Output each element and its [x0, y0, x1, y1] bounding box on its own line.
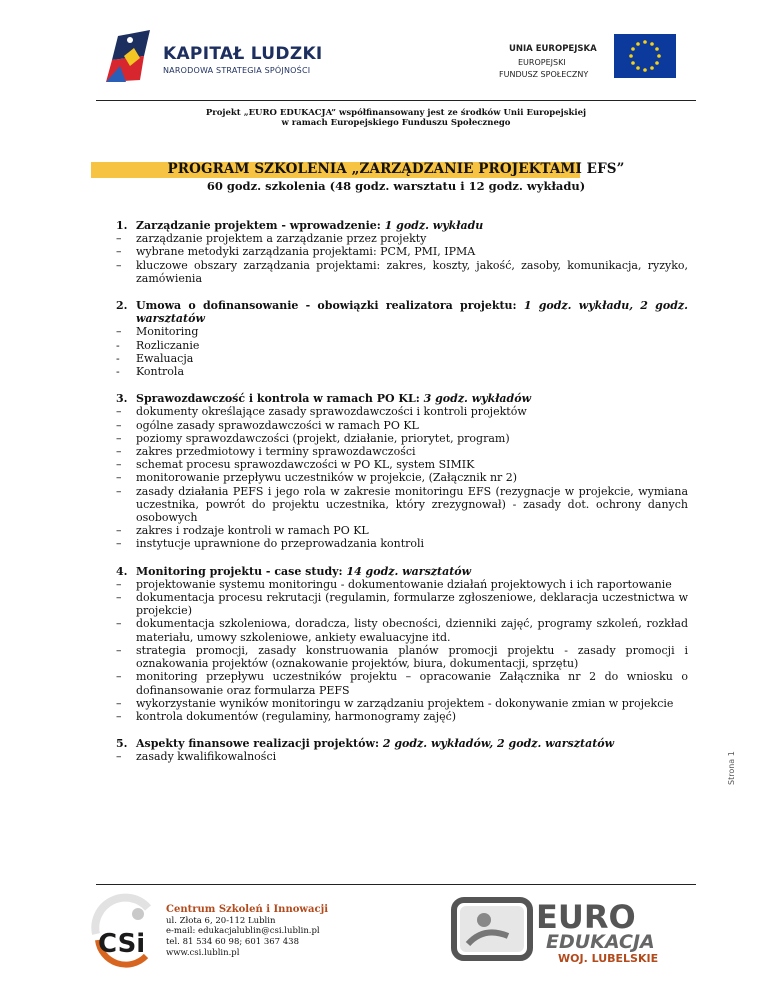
- list-item: – monitoring przepływu uczestników projektu – opracowanie Załącznika nr 2 do wniosku o dofinansowanie oraz formularza PEFS: [116, 670, 688, 697]
- csi-www: www.csi.lublin.pl: [166, 948, 240, 958]
- project-line-1: Projekt „EURO EDUKACJA” współfinansowany jest ze środków Unii Europejskiej: [205, 108, 587, 118]
- svg-text:CSi: CSi: [98, 929, 146, 959]
- section-hours: 3 godz. wykładów: [423, 392, 532, 406]
- section-title: Umowa o dofinansowanie - obowiązki realizatora projektu:: [136, 299, 524, 313]
- csi-address: ul. Złota 6, 20-112 Lublin: [166, 916, 276, 926]
- eu-line-2: EUROPEJSKI: [518, 58, 566, 67]
- project-line-2: w ramach Europejskiego Funduszu Społecznego: [281, 118, 511, 128]
- list-item: – instytucje uprawnione do przeprowadzania kontroli: [116, 537, 425, 551]
- section-heading: [116, 737, 688, 750]
- list-item: – monitorowanie przepływu uczestników w projekcie, (Załącznik nr 2): [116, 471, 518, 485]
- list-item: – strategia promocji, zasady konstruowania planów promocji projektu - zasady promocji i oznakowania projektów (oznakowanie projektów, biura, dokumentacji, sprzętu): [116, 643, 688, 671]
- list-item: - Rozliczanie: [116, 338, 200, 352]
- eu-line-3: FUNDUSZ SPOŁECZNY: [499, 70, 589, 79]
- header-rule: [96, 100, 696, 101]
- section-hours: 1 godz. wykładu: [384, 219, 484, 232]
- list-item: – zakres i rodzaje kontroli w ramach PO KL: [116, 524, 369, 538]
- csi-email: e-mail: edukacjalublin@csi.lublin.pl: [166, 926, 320, 936]
- svg-text:EDUKACJA: EDUKACJA: [546, 931, 655, 953]
- section-4: [116, 565, 688, 723]
- section-number: 3.: [116, 392, 128, 406]
- svg-text:EURO: EURO: [536, 898, 636, 936]
- list-item: – projektowanie systemu monitoringu - dokumentowanie działań projektowych i ich raportowanie: [116, 577, 672, 591]
- list-item: – zasady kwalifikowalności: [116, 750, 277, 764]
- section-title: Monitoring projektu - case study:: [136, 564, 347, 578]
- section-number: 2.: [116, 299, 128, 313]
- list-item: – schemat procesu sprawozdawczości w PO KL, system SIMIK: [116, 458, 475, 472]
- section-heading: [116, 392, 688, 405]
- footer-rule: [96, 884, 696, 885]
- list-item: – Monitoring: [116, 325, 199, 339]
- euro-edukacja-logo: [450, 896, 680, 968]
- eu-flag-icon: [614, 34, 676, 78]
- list-item: – poziomy sprawozdawczości (projekt, działanie, priorytet, program): [116, 431, 510, 445]
- csi-phone: tel. 81 534 60 98; 601 367 438: [166, 937, 299, 947]
- list-item: – dokumentacja szkoleniowa, doradcza, listy obecności, dzienniki zajęć, programy szkoleń, rozkład materiału, umowy szkoleniowe, ankiety ewaluacyjne itd.: [116, 617, 688, 644]
- section-5: [116, 737, 688, 763]
- kapital-ludzki-title: KAPITAŁ LUDZKI: [163, 44, 323, 64]
- list-item: – zasady działania PEFS i jego rola w zakresie monitoringu EFS (rezygnacje w projekcie, wymiana uczestnika, powrót do projektu uczestnika, który zrezygnował) - zasady dot. ochrony danych osobowych: [116, 484, 688, 525]
- list-item: – wykorzystanie wyników monitoringu w zarządzaniu projektem - dokonywanie zmian w projekcie: [116, 696, 674, 710]
- section-heading: [116, 299, 688, 325]
- section-heading: [116, 219, 688, 232]
- list-item: – ogólne zasady sprawozdawczości w ramach PO KL: [116, 418, 419, 432]
- section-hours: 2 godz. wykładów, 2 godz. warsztatów: [382, 737, 615, 751]
- list-item: – dokumenty określające zasady sprawozdawczości i kontroli projektów: [116, 405, 527, 419]
- section-title: Sprawozdawczość i kontrola w ramach PO KL:: [136, 392, 424, 406]
- eu-line-1: UNIA EUROPEJSKA: [509, 44, 597, 54]
- kapital-ludzki-subtitle: NARODOWA STRATEGIA SPÓJNOŚCI: [163, 66, 311, 75]
- section-hours: 1 godz. wykładu, 2 godz. warsztatów: [136, 299, 688, 326]
- svg-text:WOJ. LUBELSKIE: WOJ. LUBELSKIE: [558, 952, 659, 965]
- list-item: – zarządzanie projektem a zarządzanie przez projekty: [116, 232, 427, 246]
- section-number: 5.: [116, 737, 128, 751]
- csi-logo: [90, 890, 162, 970]
- csi-name: Centrum Szkoleń i Innowacji: [166, 904, 328, 915]
- list-item: – wybrane metodyki zarządzania projektami: PCM, PMI, IPMA: [116, 245, 476, 259]
- section-1: [116, 219, 688, 285]
- list-item: – kluczowe obszary zarządzania projektami: zakres, koszty, jakość, zasoby, komunikacja, ryzyko, zamówienia: [116, 258, 688, 285]
- section-heading: [116, 565, 688, 578]
- section-number: 4.: [116, 564, 128, 578]
- section-number: 1.: [116, 219, 128, 232]
- list-item: - Ewaluacja: [116, 351, 194, 365]
- section-title: Zarządzanie projektem - wprowadzenie:: [136, 219, 385, 232]
- program-sections: [116, 219, 688, 778]
- page-number: Strona 1: [727, 751, 736, 785]
- section-2: [116, 299, 688, 378]
- list-item: – kontrola dokumentów (regulaminy, harmonogramy zajęć): [116, 709, 457, 723]
- document-title: PROGRAM SZKOLENIA „ZARZĄDZANIE PROJEKTAMI EFS”: [167, 161, 625, 177]
- document-subtitle: 60 godz. szkolenia (48 godz. warsztatu i 12 godz. wykładu): [206, 179, 586, 193]
- list-item: - Kontrola: [116, 365, 185, 379]
- section-hours: 14 godz. warsztatów: [346, 564, 472, 578]
- list-item: – zakres przedmiotowy i terminy sprawozdawczości: [116, 445, 416, 459]
- section-title: Aspekty finansowe realizacji projektów:: [136, 737, 383, 751]
- list-item: – dokumentacja procesu rekrutacji (regulamin, formularze zgłoszeniowe, deklaracja uczestnictwa w projekcie): [116, 591, 688, 618]
- section-3: [116, 392, 688, 550]
